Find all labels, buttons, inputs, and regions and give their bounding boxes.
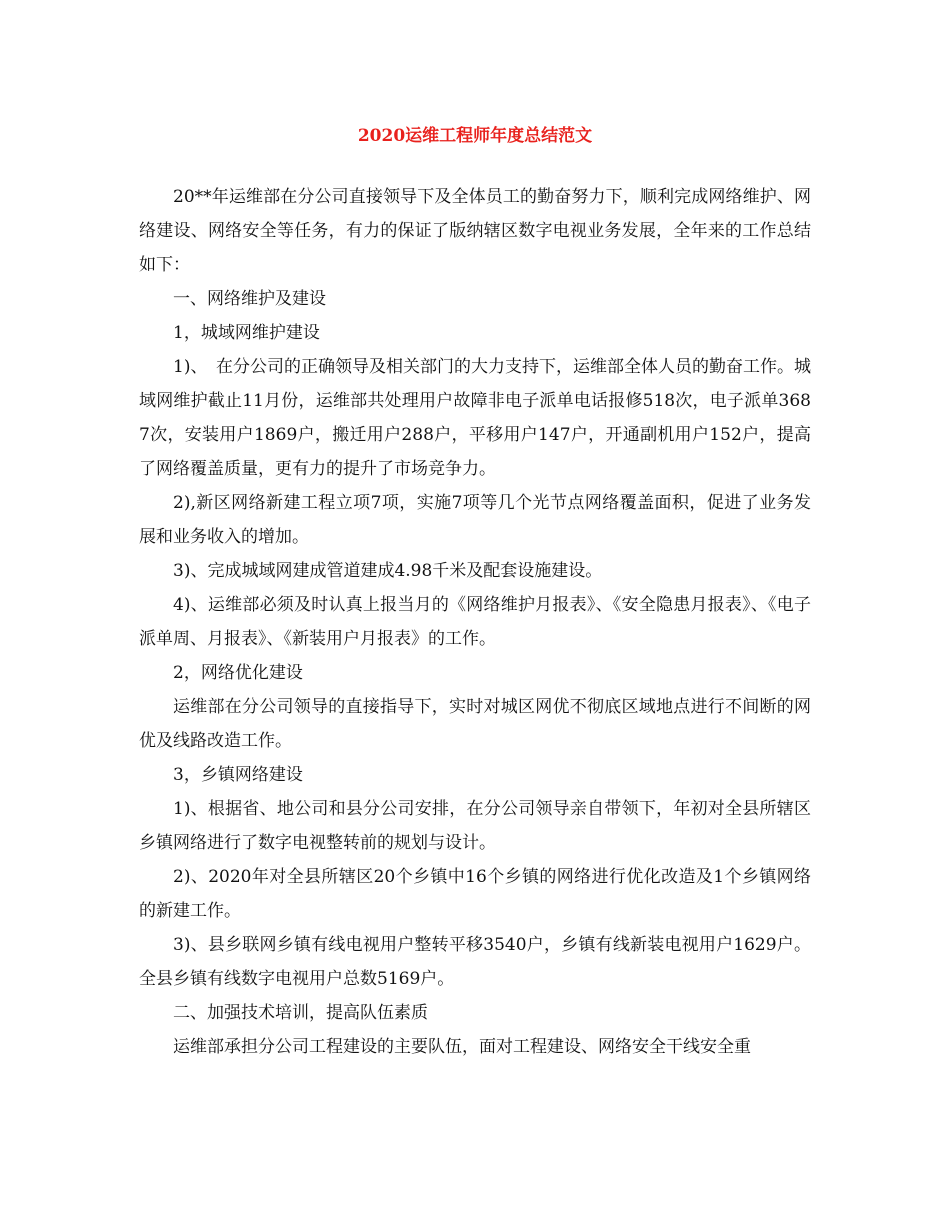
paragraph-township-optimization: 2)、2020年对全县所辖区20个乡镇中16个乡镇的网络进行优化改造及1个乡镇网络的新建工作。: [139, 867, 811, 921]
section-heading-network-maintenance: 一、网络维护及建设: [173, 289, 326, 309]
paragraph-township-users: 3)、县乡联网乡镇有线电视用户整转平移3540户，乡镇有线新装电视用户1629户。全县乡镇有线数字电视用户总数5169户。: [139, 935, 811, 989]
paragraph-intro: 20**年运维部在分公司直接领导下及全体员工的勤奋努力下，顺利完成网络维护、网络建设、网络安全等任务，有力的保证了版纳辖区数字电视业务发展，全年来的工作总结如下：: [139, 187, 811, 275]
paragraph-network-optimization: 运维部在分公司领导的直接指导下，实时对城区网优不彻底区域地点进行不间断的网优及线路改造工作。: [139, 697, 811, 751]
subsection-heading-township-network: 3，乡镇网络建设: [173, 765, 303, 785]
document-body: [139, 180, 811, 1064]
paragraph-pipeline-construction: 3)、完成城域网建成管道建成4.98千米及配套设施建设。: [173, 561, 603, 581]
section-heading-technical-training: 二、加强技术培训，提高队伍素质: [173, 1003, 428, 1023]
paragraph-technical-training: 运维部承担分公司工程建设的主要队伍，面对工程建设、网络安全干线安全重: [173, 1037, 751, 1057]
paragraph-new-district-projects: 2),新区网络新建工程立项7项，实施7项等几个光节点网络覆盖面积，促进了业务发展和业务收入的增加。: [139, 493, 811, 547]
subsection-heading-network-optimization: 2，网络优化建设: [173, 663, 303, 683]
subsection-heading-metro-network: 1，城域网维护建设: [173, 323, 320, 343]
paragraph-metro-maintenance: 1)、 在分公司的正确领导及相关部门的大力支持下，运维部全体人员的勤奋工作。城域网维护截止11月份，运维部共处理用户故障非电子派单电话报修518次，电子派单3687次，安装用户1869户，搬迁用户288户，平移用户147户，开通副机用户152户，提高了网络覆盖质量，更有力的提升了市场竞争力。: [139, 357, 811, 479]
paragraph-monthly-reports: 4)、运维部必须及时认真上报当月的《网络维护月报表》、《安全隐患月报表》、《电子派单周、月报表》、《新装用户月报表》的工作。: [139, 595, 811, 649]
document-title: 2020运维工程师年度总结范文: [357, 126, 593, 146]
paragraph-township-planning: 1)、根据省、地公司和县分公司安排，在分公司领导亲自带领下，年初对全县所辖区乡镇网络进行了数字电视整转前的规划与设计。: [139, 799, 811, 853]
